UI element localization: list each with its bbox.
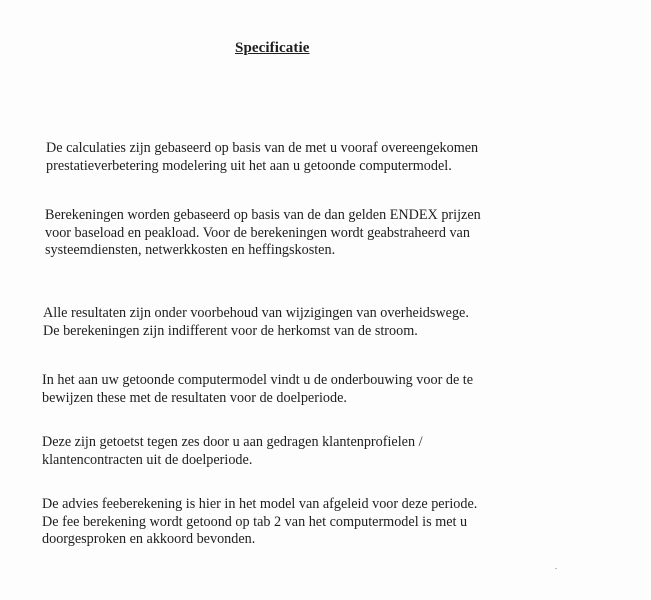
document-title: Specificatie	[235, 40, 310, 56]
text-line: Deze zijn getoetst tegen zes door u aan gedragen klantenprofielen /	[42, 434, 423, 450]
paragraph-klantenprofielen	[42, 434, 423, 469]
scan-speck	[555, 568, 557, 569]
text-line: bewijzen these met de resultaten voor de doelperiode.	[42, 389, 347, 406]
text-line: In het aan uw getoonde computermodel vindt u de onderbouwing voor de te	[42, 372, 474, 388]
text-line: doorgesproken en akkoord bevonden.	[42, 531, 256, 547]
paragraph-computermodel	[42, 372, 473, 407]
text-line: De advies feeberekening is hier in het model van afgeleid voor deze periode.	[42, 496, 478, 512]
paragraph-resultaten	[43, 305, 469, 340]
paragraph-berekeningen	[45, 207, 481, 260]
paragraph-calculaties	[46, 140, 478, 175]
text-line: voor baseload en peakload. Voor de berekeningen wordt geabstraheerd van	[45, 224, 470, 241]
text-line: Berekeningen worden gebaseerd op basis van de dan gelden ENDEX prijzen	[45, 207, 481, 223]
text-line: Alle resultaten zijn onder voorbehoud van wijzigingen van overheidswege.	[43, 305, 469, 321]
text-line: De berekeningen zijn indifferent voor de herkomst van de stroom.	[43, 322, 418, 339]
paragraph-feeberekening	[42, 496, 477, 549]
text-line: De fee berekening wordt getoond op tab 2 van het computermodel is met u	[42, 513, 468, 530]
text-line: klantencontracten uit de doelperiode.	[42, 451, 253, 468]
text-line: systeemdiensten, netwerkkosten en heffingskosten.	[45, 242, 336, 258]
text-line: prestatieverbetering modelering uit het aan u getoonde computermodel.	[46, 157, 452, 174]
text-line: De calculaties zijn gebaseerd op basis van de met u vooraf overeengekomen	[46, 140, 479, 156]
